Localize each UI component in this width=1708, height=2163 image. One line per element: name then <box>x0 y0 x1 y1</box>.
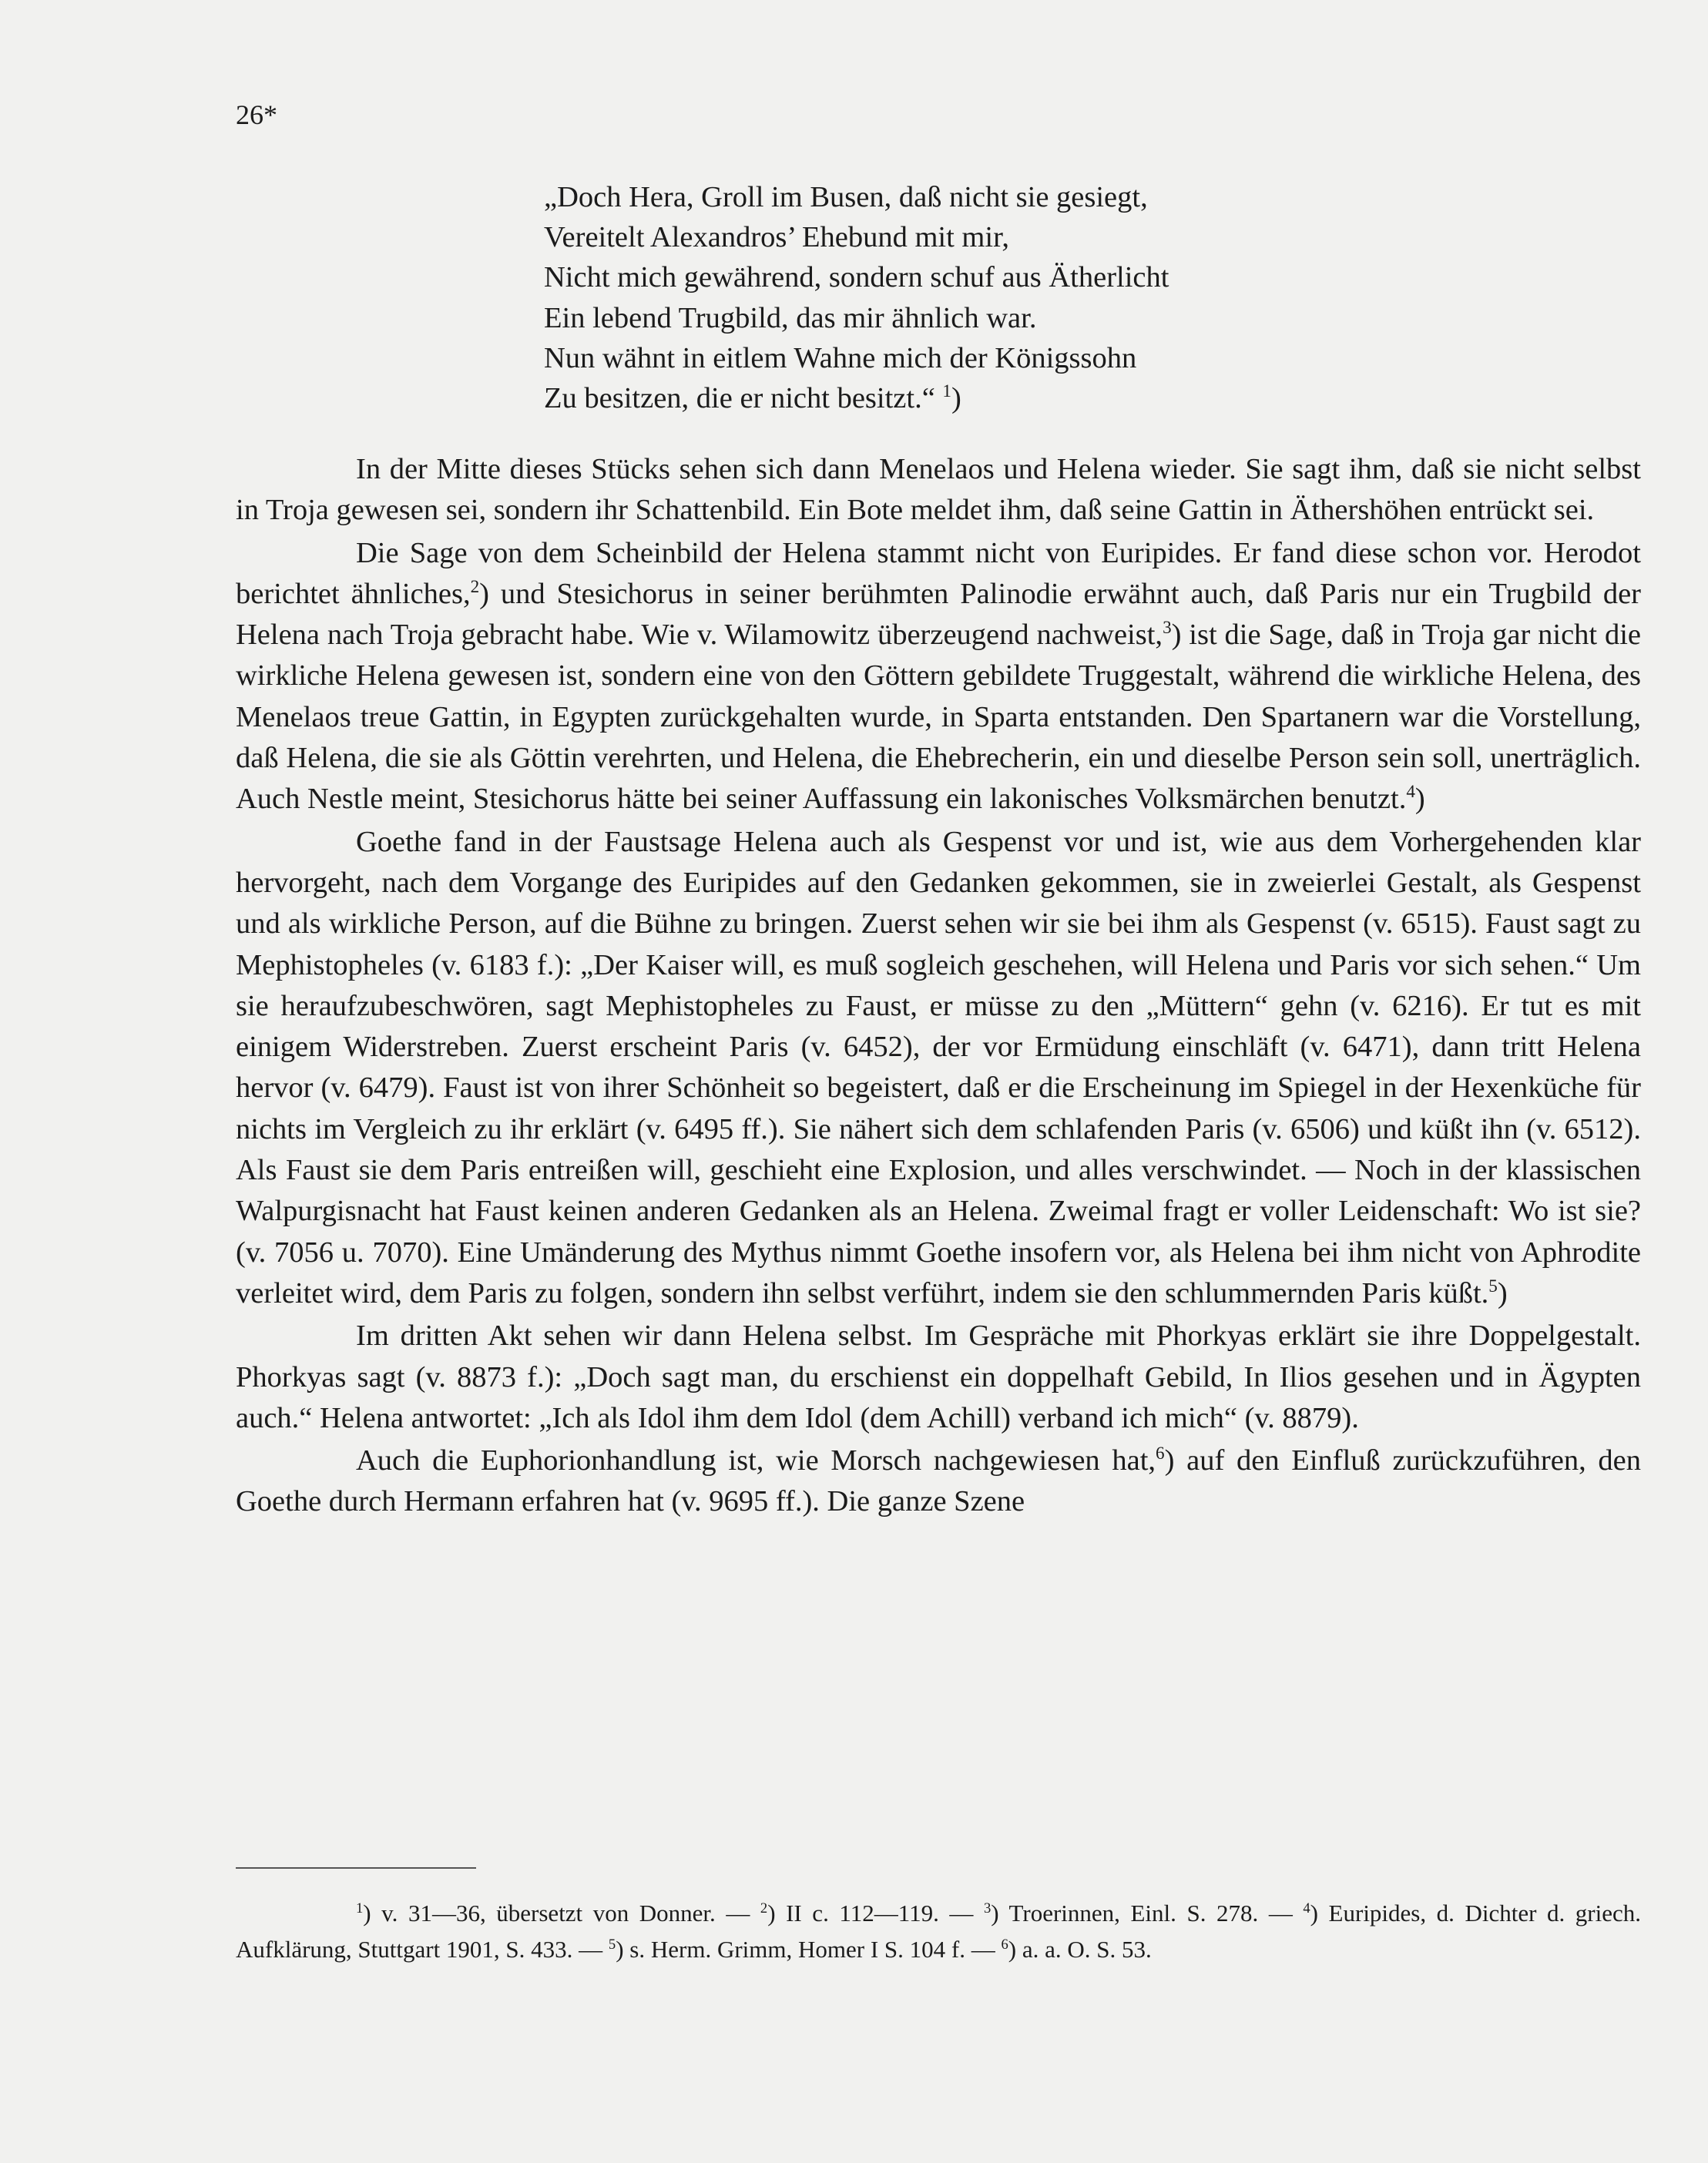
footnote-ref: 3 <box>1163 617 1172 638</box>
paragraph-text: Goethe fand in der Faustsage Helena auch als Gespenst vor und ist, wie aus dem Vorhergehenden klar hervorgeht, nach dem Vorgange des Euripides auf den Gedanken gekommen, sie in zweierlei Gestalt, als Gespenst und als wirkliche Person, auf die Bühne zu bringen. Zuerst sehen wir sie bei ihm als Gespenst (v. 6515). Faust sagt zu Mephistopheles (v. 6183 f.): „Der Kaiser will, es muß sogleich geschehen, will Helena und Paris vor sich sehen.“ Um sie heraufzubeschwören, sagt Mephistopheles zu Faust, er müsse zu den „Müttern“ gehn (v. 6216). Er tut es mit einigem Widerstreben. Zuerst erscheint Paris (v. 6452), der vor Ermüdung einschläft (v. 6471), dann tritt Helena hervor (v. 6479). Faust ist von ihrer Schönheit so begeistert, daß er die Erscheinung im Spiegel in der Hexenküche für nichts im Vergleich zu ihr erklärt (v. 6495 ff.). Sie nähert sich dem schlafenden Paris (v. 6506) und küßt ihn (v. 6512). Als Faust sie dem Paris entreißen will, geschieht eine Explosion, und alles verschwindet. — Noch in der klassischen Walpurgisnacht hat Faust keinen anderen Gedanken als an Helena. Zweimal fragt er voller Leidenschaft: Wo ist sie? (v. 7056 u. 7070). Eine Umänderung des Mythus nimmt Goethe insofern vor, als Helena bei ihm nicht von Aphrodite verleitet wird, dem Paris zu folgen, sondern ihn selbst verführt, indem sie den schlummernden Paris küßt. <box>236 825 1641 1310</box>
paragraph-text: Auch die Euphorionhandlung ist, wie Morsch nachgewiesen hat, <box>356 1444 1156 1477</box>
footnote-rule <box>236 1867 476 1869</box>
footnote-ref: 2 <box>470 576 480 597</box>
footnote-text: v. 31—36, übersetzt von Donner. — <box>371 1900 760 1927</box>
footnote-text: II c. 112—119. — <box>775 1900 984 1927</box>
footnote-mark: 5 <box>608 1936 616 1953</box>
verse-line: Nun wähnt in eitlem Wahne mich der Königssohn <box>544 341 1137 374</box>
verse-line: „Doch Hera, Groll im Busen, daß nicht sie gesiegt, <box>544 181 1148 213</box>
paragraph-text: ist die Sage, daß in Troja gar nicht die wirkliche Helena gewesen ist, sondern eine von den Göttern gebildete Truggestalt, während die wirkliche Helena, des Menelaos treue Gattin, in Egypten zurückgehalten wurde, in Sparta entstanden. Den Spartanern war die Vorstellung, daß Helena, die sie als Göttin verehrten, und Helena, die Ehebrecherin, ein und dieselbe Person sein soll, unerträglich. Auch Nestle meint, Stesichorus hätte bei seiner Auffassung ein lakonisches Volksmärchen benutzt. <box>236 619 1641 816</box>
footnote-ref: 4 <box>1406 781 1415 802</box>
paragraph <box>236 1316 1641 1439</box>
paragraph-text: und Stesichorus in seiner berühmten Palinodie erwähnt auch, daß Paris nur ein Trugbild der Helena nach Troja gebracht habe. Wie v. Wilamowitz überzeugend nachweist, <box>236 577 1641 652</box>
footnote-text: Troerinnen, Einl. S. 278. — <box>998 1900 1304 1927</box>
verse-line: Vereitelt Alexandros’ Ehebund mit mir, <box>544 221 1009 254</box>
footnote-text: Euripides, d. Dichter d. griech. Aufklärung, Stuttgart 1901, S. 433. — <box>236 1900 1642 1963</box>
verse-line: Ein lebend Trugbild, das mir ähnlich war. <box>544 301 1037 334</box>
footnote-block: $^1$) v. 31—36, übersetzt von Donner. — $^2$) II c. 112—119. — $^3$) Troerinnen, Einl. S. 278. — $^4$) Euripides, d. Dichter d. griech. Aufklärung, Stuttgart 1901, S. 433. — $^5$) s. Herm. Grimm, Homer I S. 104 f. — $^6$) a. a. O. S. 53. <box>236 1900 1642 1963</box>
footnote-mark: 1 <box>356 1900 364 1917</box>
body-text <box>236 449 1641 1523</box>
paragraph: Die Sage von dem Scheinbild der Helena stammt nicht von Euripides. Er fand diese schon vor. Herodot berichtet ähnliches,$^2$) und Stesichorus in seiner berühmten Palinodie erwähnt auch, daß Paris nur ein Trugbild der Helena nach Troja gebracht habe. Wie v. Wilamowitz überzeugend nachweist,$^3$) ist die Sage, daß in Troja gar nicht die wirkliche Helena gewesen ist, sondern eine von den Göttern gebildete Truggestalt, während die wirkliche Helena, des Menelaos treue Gattin, in Egypten zurückgehalten wurde, in Sparta entstanden. Den Spartanern war die Vorstellung, daß Helena, die sie als Göttin verehrten, und Helena, die Ehebrecherin, ein und dieselbe Person sein soll, unerträglich. Auch Nestle meint, Stesichorus hätte bei seiner Auffassung ein lakonisches Volksmärchen benutzt.$^4$) <box>236 536 1641 816</box>
paragraph-text: auf den Einfluß zurückzuführen, den Goethe durch Hermann erfahren hat (v. 9695 ff.). Die ganze Szene <box>236 1444 1641 1518</box>
footnote-ref: 6 <box>1156 1443 1165 1464</box>
footnote-ref: 1 <box>942 381 951 401</box>
paragraph-text: In der Mitte dieses Stücks sehen sich dann Menelaos und Helena wieder. Sie sagt ihm, daß sie nicht selbst in Troja gewesen sei, sondern ihr Schattenbild. Ein Bote meldet ihm, daß seine Gattin in Äthershöhen entrückt sei. <box>236 453 1641 527</box>
verse-quote <box>544 177 1169 418</box>
verse-text: Zu besitzen, die er nicht besitzt.“ <box>544 382 935 415</box>
paragraph: Goethe fand in der Faustsage Helena auch als Gespenst vor und ist, wie aus dem Vorhergehenden klar hervorgeht, nach dem Vorgange des Euripides auf den Gedanken gekommen, sie in zweierlei Gestalt, als Gespenst und als wirkliche Person, auf die Bühne zu bringen. Zuerst sehen wir sie bei ihm als Gespenst (v. 6515). Faust sagt zu Mephistopheles (v. 6183 f.): „Der Kaiser will, es muß sogleich geschehen, will Helena und Paris vor sich sehen.“ Um sie heraufzubeschwören, sagt Mephistopheles zu Faust, er müsse zu den „Müttern“ gehn (v. 6216). Er tut es mit einigem Widerstreben. Zuerst erscheint Paris (v. 6452), der vor Ermüdung einschläft (v. 6471), dann tritt Helena hervor (v. 6479). Faust ist von ihrer Schönheit so begeistert, daß er die Erscheinung im Spiegel in der Hexenküche für nichts im Vergleich zu ihr erklärt (v. 6495 ff.). Sie nähert sich dem schlafenden Paris (v. 6506) und küßt ihn (v. 6512). Als Faust sie dem Paris entreißen will, geschieht eine Explosion, und alles verschwindet. — Noch in der klassischen Walpurgisnacht hat Faust keinen anderen Gedanken als an Helena. Zweimal fragt er voller Leidenschaft: Wo ist sie? (v. 7056 u. 7070). Eine Umänderung des Mythus nimmt Goethe insofern vor, als Helena bei ihm nicht von Aphrodite verleitet wird, dem Paris zu folgen, sondern ihn selbst verführt, indem sie den schlummernden Paris küßt.$^5$) <box>236 825 1641 1310</box>
verse-line: Zu besitzen, die er nicht besitzt.“ $^1$) <box>544 381 961 415</box>
paragraph <box>236 449 1641 532</box>
footnote-mark: 6 <box>1001 1936 1008 1953</box>
footnote-mark: 4 <box>1303 1900 1310 1917</box>
paragraph: Auch die Euphorionhandlung ist, wie Morsch nachgewiesen hat,$^6$) auf den Einfluß zurückzuführen, den Goethe durch Hermann erfahren hat (v. 9695 ff.). Die ganze Szene <box>236 1443 1641 1518</box>
footnote-ref: 5 <box>1488 1276 1498 1296</box>
footnotes <box>236 1895 1641 1967</box>
paragraph-text: Die Sage von dem Scheinbild der Helena stammt nicht von Euripides. Er fand diese schon vor. Herodot berichtet ähnliches, <box>236 536 1641 610</box>
paragraph-text: Im dritten Akt sehen wir dann Helena selbst. Im Gespräche mit Phorkyas erklärt sie ihre Doppelgestalt. Phorkyas sagt (v. 8873 f.): „Doch sagt man, du erschienst ein doppelhaft Gebild, In Ilios gesehen und in Ägypten auch.“ Helena antwortet: „Ich als Idol ihm dem Idol (dem Achill) verband ich mich“ (v. 8879). <box>236 1320 1641 1434</box>
footnote-text: a. a. O. S. 53. <box>1016 1936 1152 1963</box>
verse-line: Nicht mich gewährend, sondern schuf aus Ätherlicht <box>544 261 1169 294</box>
footnote-mark: 2 <box>760 1900 768 1917</box>
page-number: 26* <box>236 99 277 130</box>
footnote-mark: 3 <box>983 1900 992 1917</box>
footnote-text: s. Herm. Grimm, Homer I S. 104 f. — <box>623 1936 1002 1963</box>
